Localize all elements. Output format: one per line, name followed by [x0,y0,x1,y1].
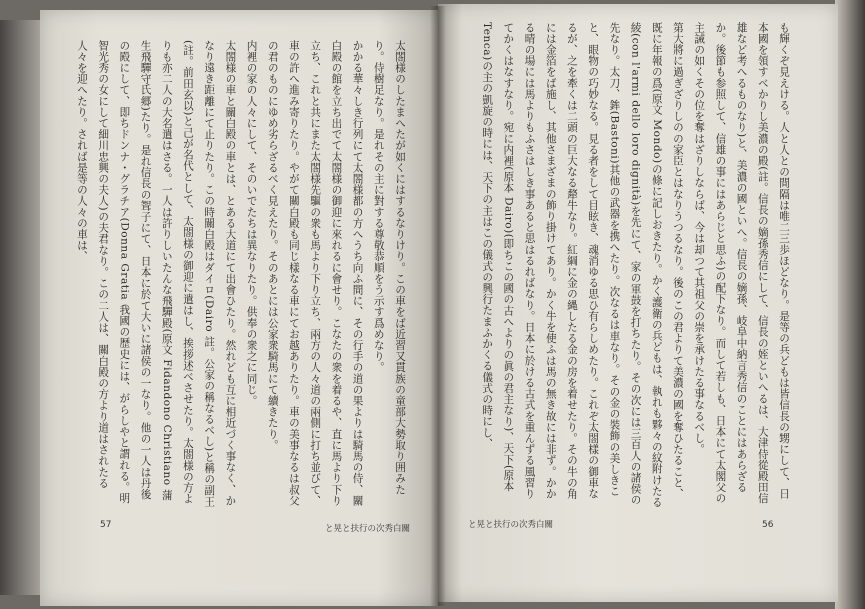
left-page-number: 57 [100,520,112,530]
left-paragraph: かかる華々しき行列にて太閤様都の方へうち向ふ間に、その行手の道の果よりは騎馬の侍、關白殿の館を立ち出でて太閤様の御迎に來れるに會せり。こなたの衆を着るや、直に馬より下り立ち、これと共にまた太閤様先驅の衆も馬より下り立ち、兩方の人々道の兩側に打ち並びて、車の許へ進み寄りたり。やがて關白殿も同じ樣なる車にてお越ありたり。車の美事なるは叔父の君のものにゆめ劣らざるべく見えたり。そのあとには公家衆騎馬にて續きたり。 [266,40,364,507]
right-page-text [458,22,794,508]
left-paragraph: 内裡の家の人々にして、そのいでたちは異なりたり。供奉の衆之に同じ。 [245,40,258,407]
right-page-number: 56 [762,520,774,530]
right-running-head: と晃と扶行の次秀白關 [468,520,554,530]
left-paragraph: 太閤様の車と關白殿の車とは、とある大道にて出會ひたり。然れども互に相近づく事なく、かなり遠き距離にて止りたり。この時關白殿はダイロ(Dairo 註。公家の稱なるべし)と稱の副王(註。前田玄以)と己が名代として、太閤様の御迎に遣はし、挨拶述べさせたり。太閤様の方よりも亦二人の大名遣はさる。一人は許りしいたんな飛驒殿(原文 Fidandono Christiano 蒲生飛驒守氏郷)たり。是れ信長の聟子にて、日本に於て大いに諸侯の一なり。他の一人は丹後の殿にして、即ちドンナ・グラチア(Donna Gratia 我國の歴史には、がらしやと謂れる。明智光秀の女にして細川忠興の夫人)の夫君なり。この二人は、關白殿の方より道はされたる人々を迎へたり。されば是等の人々の車は、 [75,40,237,508]
book-gutter [430,6,446,606]
right-paragraph: 第大將に過ぎざりしのの家臣とはなりうつるなり。後のこの君よりて美濃の國を奪ひたること、既に年報の爲(原文 Mondo)の條に記しおきたり。かく護衛の兵どもは、執れも夥々の紋附けたる綾(con l'armi dello loro dignità)を先にて、家の軍鼓を打ちたり。その次には三百人の諸侯の先なり。太刀、鉾(Bastoni)其他の武器を携へたり。次なるは車なり。その金の裝飾の美しきこと、眼物の巧妙なる。見る者をして目眩き、魂消ゆる思ひ有らしめたり。これぞ太閤樣の御車なるが、之を牽くは二頭の巨大なる犛牛なり。紅綱に金の縄したる金の房を着せたり。その牛の角には金箔をば施し、其他さまざまの飾り掛けてあり。かく牛を使ふは馬の無き故には非ず。かかる晴の場には馬よりもふさはしき事あると思はるればなり。日本に於ける古式を重んずる風習りてかくはなすなり。宛に内裡(原本 Dairo)(即ちこの國の古へよりの眞の君主なり)、天下(原本 Tenca)の主の凱旋の時には、天下の主はこの儀式の興行たまふかくる儀式の時にし、 [481,22,684,508]
book-edge-right [835,0,865,609]
left-paragraph: 太閤様のしたまへたが如くにはするなりけり。この車をば近習又貫族の童部大勢取り囲みたり。侍樹足なり。是れその主に對する尊敬恭順をう示す爲めなり。 [372,40,406,496]
right-paragraph: も輝くぞ見えける。人と人との間隔は唯二三歩ほどなり。是等の兵どもは皆信長の甥にして、日本國を領すべかりし美濃の殿(註。信長の嫡孫秀信にして、信長の姪といへるは、大津侍從殿田信雄など考へるものなり)と、美濃の國といへ。信長の嫡孫、岐阜中納言秀信のことにはあらざるか。後節も参照して、信雄の事にはあらじと思ふ)の配下なり。而して若しも、日本にて太閣父の主誡の如くその位を奪はざりしならば、今は却つて其祖父の崇を承けたる事なるべし。 [693,22,790,504]
left-page-text [75,40,410,508]
left-running-head: と晃と扶行の次秀白關 [325,524,411,534]
